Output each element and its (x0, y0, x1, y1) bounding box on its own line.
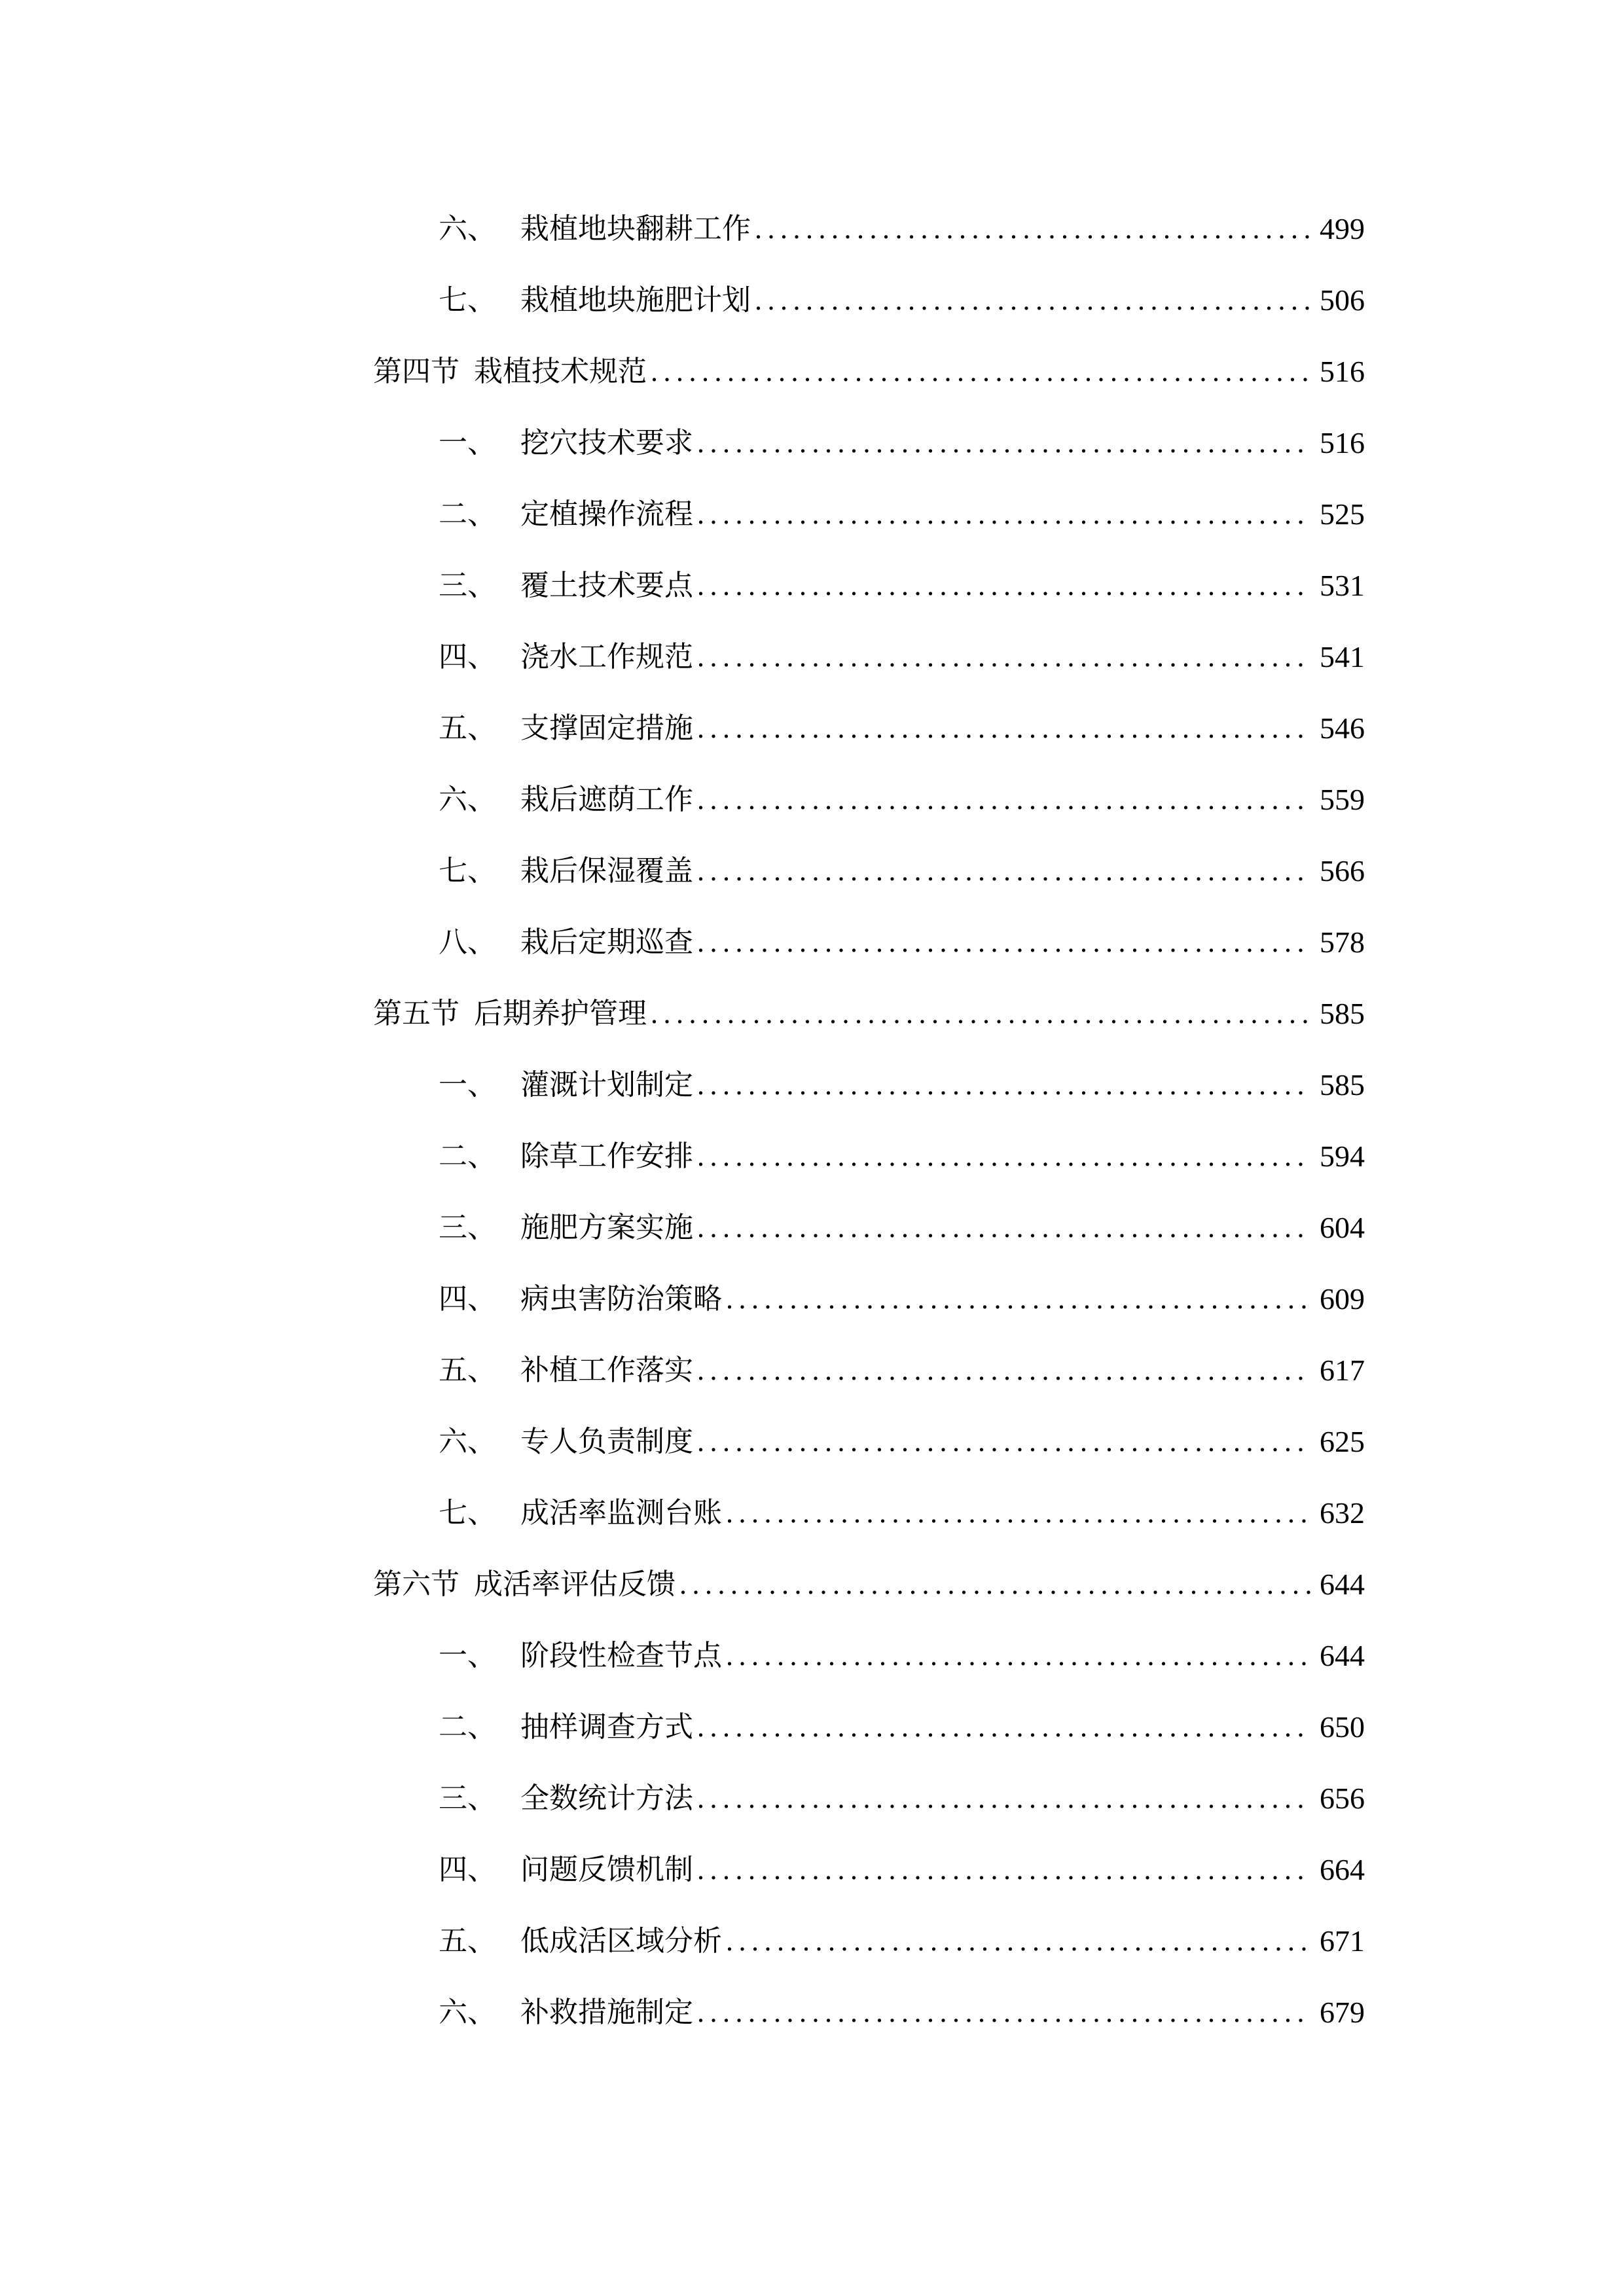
dot-leader (697, 1993, 1310, 2032)
page-number: 594 (1320, 1139, 1365, 1173)
toc-entry[interactable] (439, 1766, 1365, 1818)
entry-number: 二、 (439, 1710, 496, 1744)
page-number: 617 (1320, 1354, 1365, 1387)
entry-title: 灌溉计划制定 (520, 1068, 693, 1102)
toc-section-entry[interactable] (373, 339, 1365, 391)
entry-number: 四、 (439, 1282, 496, 1316)
entry-title: 低成活区域分析 (520, 1924, 722, 1958)
entry-title: 补植工作落实 (520, 1354, 693, 1387)
entry-number: 二、 (439, 497, 496, 531)
page-number: 625 (1320, 1425, 1365, 1458)
page-number: 559 (1320, 783, 1365, 816)
entry-title: 定植操作流程 (520, 497, 693, 531)
entry-number: 四、 (439, 640, 496, 673)
entry-number: 七、 (439, 1496, 496, 1530)
toc-entry[interactable] (439, 1623, 1365, 1676)
entry-number: 一、 (439, 1639, 496, 1672)
entry-title: 除草工作安排 (520, 1139, 693, 1173)
dot-leader (697, 1137, 1310, 1176)
entry-title: 浇水工作规范 (520, 640, 693, 673)
page-number: 499 (1320, 212, 1365, 245)
page-number: 506 (1320, 283, 1365, 317)
entry-number: 六、 (439, 1996, 496, 2029)
dot-leader (697, 709, 1310, 748)
dot-leader (755, 209, 1310, 249)
toc-entry[interactable] (439, 838, 1365, 891)
dot-leader (697, 1850, 1310, 1890)
page-number: 516 (1320, 355, 1365, 388)
toc-entry[interactable] (439, 1266, 1365, 1319)
page-number: 516 (1320, 426, 1365, 459)
dot-leader (697, 1351, 1310, 1390)
entry-title: 施肥方案实施 (520, 1211, 693, 1244)
dot-leader (679, 1565, 1310, 1604)
entry-number: 一、 (439, 1068, 496, 1102)
entry-title: 补救措施制定 (520, 1996, 693, 2029)
dot-leader (697, 1779, 1310, 1818)
toc-entry[interactable] (439, 410, 1365, 463)
page-number: 664 (1320, 1853, 1365, 1886)
toc-entry[interactable] (439, 624, 1365, 677)
section-number: 第五节 (373, 997, 460, 1030)
dot-leader (651, 994, 1310, 1033)
entry-number: 六、 (439, 212, 496, 245)
entry-number: 六、 (439, 783, 496, 816)
section-title: 栽植技术规范 (474, 355, 647, 388)
entry-number: 五、 (439, 1924, 496, 1958)
page-number: 609 (1320, 1282, 1365, 1316)
toc-entry[interactable] (439, 1338, 1365, 1390)
page-number: 585 (1320, 1068, 1365, 1102)
dot-leader (697, 780, 1310, 819)
entry-number: 一、 (439, 426, 496, 459)
page-number: 525 (1320, 497, 1365, 531)
toc-entry[interactable] (439, 696, 1365, 748)
section-number: 第四节 (373, 355, 460, 388)
entry-title: 成活率监测台账 (520, 1496, 722, 1530)
entry-number: 七、 (439, 854, 496, 888)
dot-leader (697, 923, 1310, 962)
section-title: 后期养护管理 (474, 997, 647, 1030)
dot-leader (697, 1422, 1310, 1462)
entry-number: 五、 (439, 1354, 496, 1387)
section-title: 成活率评估反馈 (474, 1568, 676, 1601)
page-number: 578 (1320, 925, 1365, 959)
entry-title: 全数统计方法 (520, 1782, 693, 1815)
page-number: 679 (1320, 1996, 1365, 2029)
entry-title: 栽后遮荫工作 (520, 783, 693, 816)
page-number: 644 (1320, 1568, 1365, 1601)
dot-leader (726, 1922, 1310, 1961)
dot-leader (697, 637, 1310, 677)
entry-title: 栽后保湿覆盖 (520, 854, 693, 888)
entry-title: 问题反馈机制 (520, 1853, 693, 1886)
page-number: 650 (1320, 1710, 1365, 1744)
page-number: 644 (1320, 1639, 1365, 1672)
toc-entry[interactable] (439, 1480, 1365, 1533)
dot-leader (697, 566, 1310, 605)
toc-entry[interactable] (439, 482, 1365, 534)
entry-title: 阶段性检查节点 (520, 1639, 722, 1672)
dot-leader (697, 852, 1310, 891)
page-number: 566 (1320, 854, 1365, 888)
dot-leader (697, 1066, 1310, 1105)
entry-title: 支撑固定措施 (520, 711, 693, 745)
entry-number: 四、 (439, 1853, 496, 1886)
toc-entry[interactable] (439, 196, 1365, 249)
entry-title: 栽后定期巡查 (520, 925, 693, 959)
dot-leader (651, 352, 1310, 391)
page-number: 632 (1320, 1496, 1365, 1530)
toc-entry[interactable] (439, 1052, 1365, 1105)
entry-number: 三、 (439, 1782, 496, 1815)
dot-leader (697, 1208, 1310, 1247)
page-number: 671 (1320, 1924, 1365, 1958)
toc-entry[interactable] (439, 1837, 1365, 1890)
dot-leader (726, 1636, 1310, 1676)
page-number: 546 (1320, 711, 1365, 745)
toc-entry[interactable] (439, 1409, 1365, 1462)
entry-title: 病虫害防治策略 (520, 1282, 722, 1316)
toc-entry[interactable] (439, 1124, 1365, 1176)
toc-section-entry[interactable] (373, 1552, 1365, 1604)
entry-title: 挖穴技术要求 (520, 426, 693, 459)
entry-number: 七、 (439, 283, 496, 317)
entry-number: 五、 (439, 711, 496, 745)
entry-title: 栽植地块施肥计划 (520, 283, 751, 317)
entry-number: 三、 (439, 1211, 496, 1244)
toc-entry[interactable] (439, 268, 1365, 320)
toc-entry[interactable] (439, 767, 1365, 819)
entry-title: 专人负责制度 (520, 1425, 693, 1458)
toc-entry[interactable] (439, 553, 1365, 605)
dot-leader (697, 423, 1310, 463)
entry-title: 覆土技术要点 (520, 569, 693, 602)
page-number: 531 (1320, 569, 1365, 602)
toc-section-entry[interactable] (373, 981, 1365, 1033)
entry-number: 三、 (439, 569, 496, 602)
page-number: 541 (1320, 640, 1365, 673)
toc-entry[interactable] (439, 1195, 1365, 1247)
entry-number: 八、 (439, 925, 496, 959)
entry-title: 抽样调查方式 (520, 1710, 693, 1744)
dot-leader (697, 495, 1310, 534)
toc-entry[interactable] (439, 910, 1365, 962)
page-number: 656 (1320, 1782, 1365, 1815)
section-number: 第六节 (373, 1568, 460, 1601)
page-number: 604 (1320, 1211, 1365, 1244)
entry-number: 二、 (439, 1139, 496, 1173)
toc-entry[interactable] (439, 1909, 1365, 1961)
entry-title: 栽植地块翻耕工作 (520, 212, 751, 245)
entry-number: 六、 (439, 1425, 496, 1458)
dot-leader (726, 1280, 1310, 1319)
dot-leader (697, 1708, 1310, 1747)
dot-leader (726, 1494, 1310, 1533)
toc-entry[interactable] (439, 1695, 1365, 1747)
toc-entry[interactable] (439, 1980, 1365, 2032)
page-number: 585 (1320, 997, 1365, 1030)
dot-leader (755, 281, 1310, 320)
